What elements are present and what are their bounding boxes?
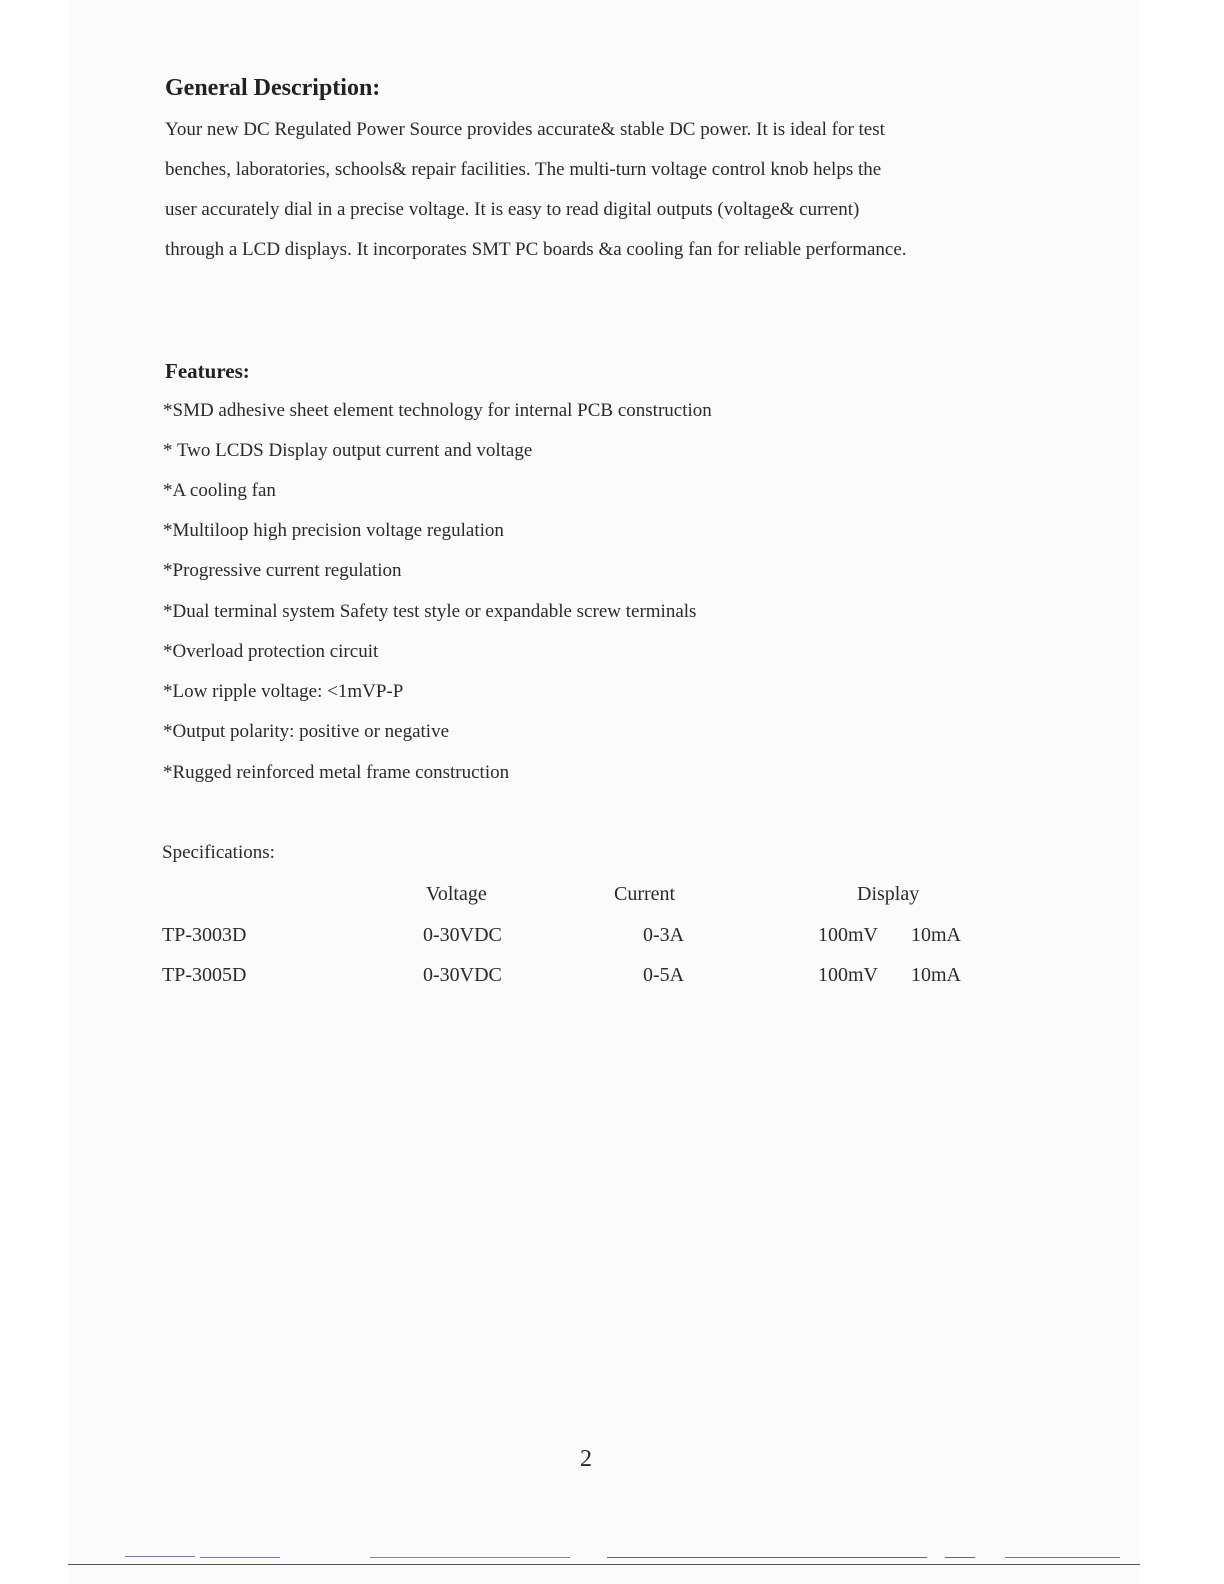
current-cell: 0-5A xyxy=(643,964,685,986)
feature-item: *Progressive current regulation xyxy=(163,560,402,581)
footer-rule xyxy=(945,1557,975,1558)
model-cell: TP-3005D xyxy=(162,964,247,986)
page-number: 2 xyxy=(580,1446,592,1472)
display-current-cell: 10mA xyxy=(911,964,961,986)
features-heading: Features: xyxy=(165,359,250,383)
paragraph-line: user accurately dial in a precise voltage. It is easy to read digital outputs (voltage& current) xyxy=(165,199,860,220)
specifications-label: Specifications: xyxy=(162,842,275,863)
general-description-paragraph xyxy=(165,110,1045,270)
display-voltage-cell: 100mV xyxy=(818,964,878,986)
voltage-cell: 0-30VDC xyxy=(423,964,502,986)
header-voltage: Voltage xyxy=(426,883,487,905)
paragraph-line: Your new DC Regulated Power Source provides accurate& stable DC power. It is ideal for test xyxy=(165,119,885,140)
feature-item: *SMD adhesive sheet element technology for internal PCB construction xyxy=(163,400,712,421)
feature-item: *Dual terminal system Safety test style or expandable screw terminals xyxy=(163,601,697,622)
footer-rule xyxy=(125,1556,195,1557)
footer-rule xyxy=(200,1557,280,1558)
footer-rule xyxy=(370,1557,570,1558)
feature-item: *Multiloop high precision voltage regulation xyxy=(163,520,504,541)
display-voltage-cell: 100mV xyxy=(818,924,878,946)
voltage-cell: 0-30VDC xyxy=(423,924,502,946)
feature-item: * Two LCDS Display output current and voltage xyxy=(163,440,533,461)
footer-rule xyxy=(1005,1557,1120,1558)
feature-item: *Overload protection circuit xyxy=(163,641,379,662)
paragraph-line: through a LCD displays. It incorporates SMT PC boards &a cooling fan for reliable performance. xyxy=(165,239,907,260)
current-cell: 0-3A xyxy=(643,924,685,946)
display-current-cell: 10mA xyxy=(911,924,961,946)
header-current: Current xyxy=(614,883,676,905)
feature-item: *Output polarity: positive or negative xyxy=(163,721,450,742)
header-display: Display xyxy=(857,883,920,905)
general-description-heading: General Description: xyxy=(165,75,381,101)
feature-item: *Low ripple voltage: <1mVP-P xyxy=(163,681,404,702)
feature-item: *Rugged reinforced metal frame construction xyxy=(163,762,510,783)
footer-rule xyxy=(68,1564,1140,1565)
feature-item: *A cooling fan xyxy=(163,480,276,501)
footer-rule xyxy=(607,1557,927,1558)
paragraph-line: benches, laboratories, schools& repair facilities. The multi-turn voltage control knob helps the xyxy=(165,159,882,180)
model-cell: TP-3003D xyxy=(162,924,247,946)
